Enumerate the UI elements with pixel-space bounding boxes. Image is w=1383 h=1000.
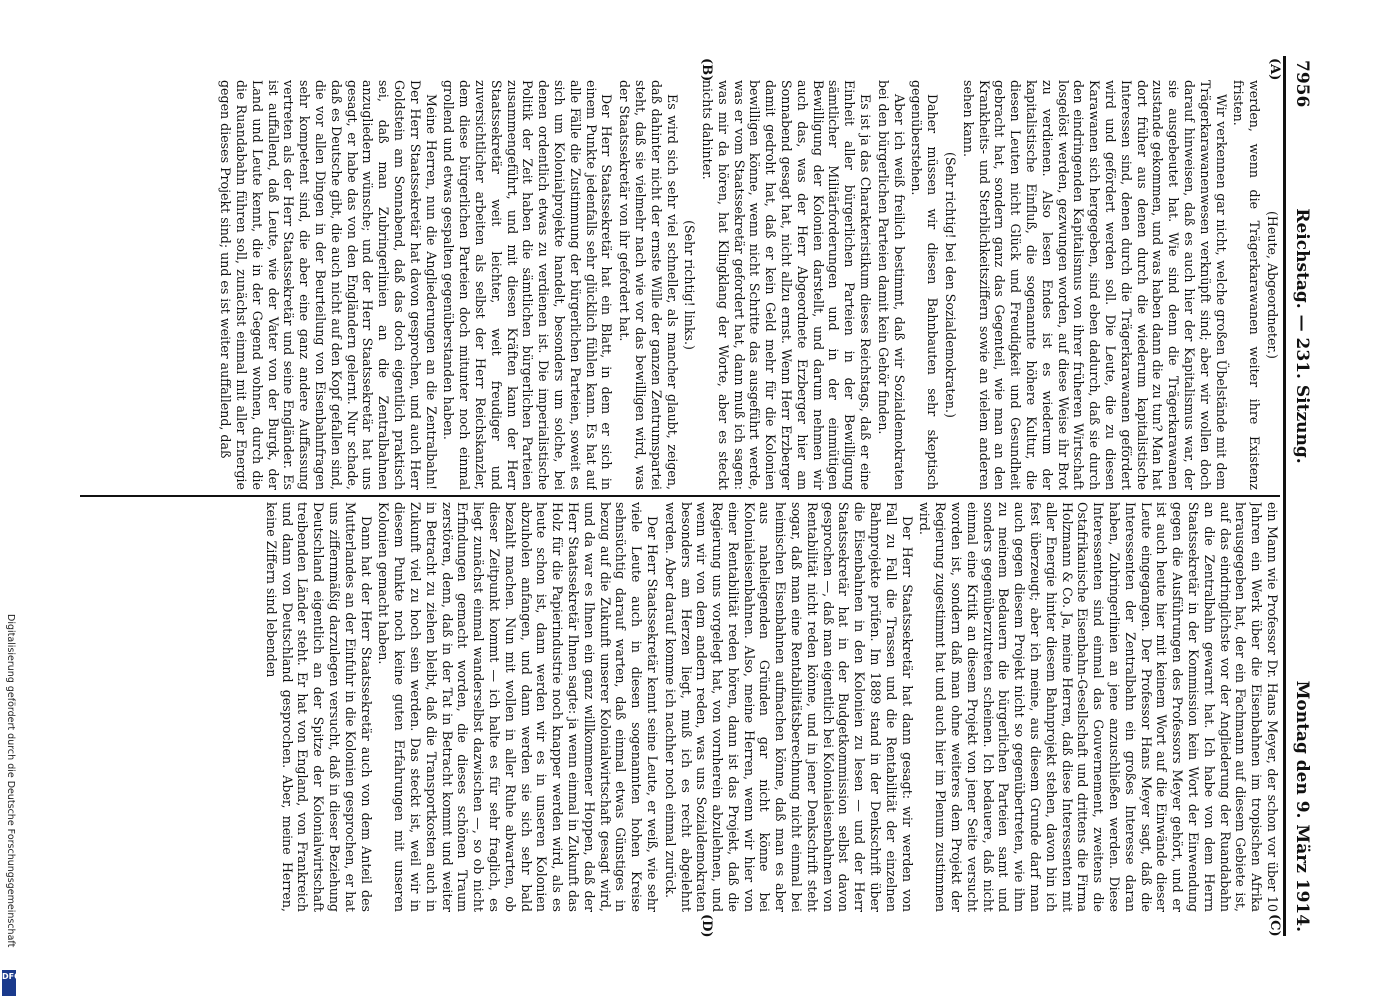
paragraph: (Heute, Abgeordneter.) <box>1265 211 1280 359</box>
margin-marker-a: (A) <box>1267 58 1282 81</box>
paragraph: Der Herr Staatssekretär kennt seine Leute, er weiß, wie sehr viele Leute auch in diesen sogenannten hohen Kreise sehnsüchtig darauf warten, daß einmal etwas Günstiges in bezug auf die Zukunft unserer Kolonialwirtschaft gesagt wird, und da war es Ihnen ein ganz willkommener Hoppen, daß der Herr Staatssekretär Ihnen sagte: ja wenn einmal in Zukunft das Holz für die Papierindustrie noch knapper werden wird, als es heute schon ist, dann werden wir es in unseren Kolonien abzuholen anfangen, und dann werden sie sich sehr bald bezahlt machen. Nun mit wollen in aller Ruhe abwarten, ob dieser Zeitpunkt kommt — ich halte es für sehr fraglich, es liegt zunächst einmal wanderselbst dazwischen —, so ob nicht Erfindungen gemacht worden, die dieses schönen Traum zerstören, denn, daß in der Tat in Betracht kommt und weiter in Betracht zu ziehen bleibt, daß die Transportkosten auch in Zukunft viel zu hoch sein werden. Das steckt ist, weil wir in diesem Punkte noch keine guten Erfahrungen mit unseren Kolonien gemacht haben. <box>376 502 660 912</box>
scanned-page <box>66 56 1316 936</box>
page-header <box>1283 56 1316 936</box>
session-date: Montag den 9. März 1914. <box>1292 680 1312 932</box>
left-text-column <box>80 80 1280 490</box>
paragraph: Aber ich weiß freilich bestimmt, daß wir Sozialdemokraten bei den bürgerlichen Parteien damit kein Gehör finden. <box>875 80 907 490</box>
paragraph: (Sehr richtig! links.) <box>682 220 698 350</box>
right-text-column <box>80 502 1280 912</box>
paragraph: werden, wenn die Trägerkarawanen weiter ihre Existenz fristen. <box>1231 80 1263 490</box>
page-number: 7956 <box>1292 60 1312 108</box>
dfg-logo: DFG <box>2 970 16 996</box>
paragraph: Dann hat der Herr Staatssekretär auch von dem Anteil des Mutterlandes an der Einfuhr in die Kolonien gesprochen, er hat uns ziffernmäßig darzulegen versucht, daß in dieser Beziehung Deutschland eigentlich an der Spitze der Kolonialwirtschaft treibenden Länder steht. Er hat von England, von Frankreich und dann von Deutschland gesprochen. Aber, meine Herren, keine Ziffern sind lebenden <box>263 502 374 912</box>
credit-text: Digitalisierung gefördert durch die Deutsche Forschungsgemeinschaft <box>5 614 16 948</box>
paragraph: Der Herr Staatssekretär hat dann gesagt: wir werden von Fall zu Fall die Trassen und die Rentabilität der einzelnen Bahnprojekte prüfen. Im 1889 stand in der Denkschrift über die Eisenbahnen in den Kolonien zu lesen — und der Herr Staatssekretär hat in der Budgetkommission selbst davon gesprochen —, daß man eigentlich bei Kolonialeisenbahnen von Rentabilität nicht reden könne, und in jener Denkschrift steht sogar, daß man eine Rentabilitätsberechnung nicht einmal bei heimischen Eisenbahnen aufmachen könne, daß man es aber aus naheliegenden Gründen gar nicht könne bei Kolonialeisenbahnen. Also, meine Herren, wenn wir hier von einer Rentabilität reden hören, dann ist das Projekt, daß die Regierung uns vorgelegt hat, von vornherein abzulehnen, und wenn wir von dem andern reden, was uns Sozialdemokraten besonders am Herzen liegt, muß ich es recht abgelehnt werden. Aber darauf komme ich nachher noch einmal zurück. <box>662 502 915 912</box>
paragraph: Daher müssen wir diesen Bahnbauten sehr skeptisch gegenüberstehen. <box>909 80 941 490</box>
paragraph: Es wird sich sehr viel schneller, als mancher glaubt, zeigen, daß dahinter nicht der ernste Wille der ganzen Zentrumspartei steht, daß sie vielmehr nach wie vor das bewilligen wird, was der Staatssekretär von ihr gefordert hat. <box>617 80 680 490</box>
digitization-credit <box>0 606 21 1000</box>
margin-marker-d: (D) <box>699 914 714 938</box>
paragraph: (Sehr richtig! bei den Sozialdemokraten.) <box>943 152 959 418</box>
margin-marker-b: (B) <box>699 58 714 82</box>
paragraph: Der Herr Staatssekretär hat ein Blatt, in dem er sich in einem Punkte jedenfalls sehr glücklich fühlen kann. Es hat auf alle Fälle die Zustimmung der bürgerlichen Parteien, soweit es sich um Kolonialprojekte handelt, besonders um solche, bei denen ordentlich etwas zu verdienen ist. Die imperialistische Politik der Zeit haben die sämtlichen bürgerlichen Parteien zusammengeführt, und mit diesen Kräften kann der Herr Staatssekretär weit leichter, weit freudiger und zuversichtlicher arbeiten als selbst der Herr Reichskanzler, dem diese bürgerlichen Parteien doch mitunter noch einmal grollend und etwas gespalten gegenüberstanden haben. <box>441 80 615 490</box>
paragraph: Es ist ja das Charakteristikum dieses Reichstags, daß er eine Einheit aller bürgerlichen Parteien in der Bewilligung sämtlicher Militärforderungen und in der einmütigen Bewilligung der Kolonien darstellt, und darum nehmen wir auch das, was der Herr Abgeordnete Erzberger hier am Sonnabend gesagt hat, nicht allzu ernst. Wenn Herr Erzberger damit gedroht hat, daß er kein Geld mehr für die Kolonien bewilligen könne, wenn nicht Schritte das ausgeführt werde, was er vom Staatssekretär gefordert hat, dann muß ich sagen: was mir da hören, hat Klingklang der Worte, aber es steckt nichts dahinter. <box>700 80 874 490</box>
column-divider <box>80 495 1280 497</box>
paragraph: Meine Herren, nun die Angliederungen an die Zentralbahn! Der Herr Staatssekretär hat davon gesprochen, und auch Herr Goldstein am Sonnabend, daß das doch eigentlich praktisch sei, daß man Zubringerlinien an die Zentralbahnen anzugliedern wünsche; und der Herr Staatssekretär hat uns gesagt, er habe das von den Engländern gelernt. Nur schade, daß es Deutsche gibt, die auch nicht auf den Kopf gefallen sind, die vor allen Dingen in der Beurteilung von Eisenbahnfragen sehr kompetent sind, die aber eine ganz andere Auffassung vertreten als der Herr Staatssekretär und seine Engländer. Es ist auffallend, daß Leute, wie der Vater von der Burgk, der Land und Leute kennt, die in der Gegend wohnen, durch die die Ruandabahn führen soll, zunächst einmal mit aller Energie gegen dieses Projekt sind; und es ist weiter auffallend, daß <box>218 80 439 490</box>
session-title: Reichstag. — 231. Sitzung. <box>1292 208 1312 464</box>
paragraph: ein Mann wie Professor Dr. Hans Meyer, der schon vor über 10 Jahren ein Werk über die Eisenbahnen im tropischen Afrika herausgegeben hat, der ein Fachmann auf diesem Gebiete ist, auf das eindringlichste vor der Angliederung der Ruandabahn an die Zentralbahn gewarnt hat. Ich habe von dem Herrn Staatssekretär in der Kommission kein Wort der Einwendung gegen die Ausführungen des Professors Meyer gehört, und er ist auch heute hier mit keinem Wort auf die Einwände dieser Leute eingegangen. Der Professor Hans Meyer sagt, daß die Interessenten der Zentralbahn ein großes Interesse daran haben, Zubringerlinien an jene anzuschließen werden. Diese Interessenten sind einmal das Gouvernement, zweitens die Ostafrikanische Eisenbahn-Gesellschaft und drittens die Firma Holzmann & Co. Ja, meine Herren, daß diese Interessenten mit aller Energie hinter diesem Bahnprojekt stehen, davon bin ich fest überzeugt; aber ich meine, aus diesem Grunde darf man auch gegen diesem Projekt nicht so gegenübertreten, wie ihm zu meinem Bedauern die bürgerlichen Parteien samt und sonders gegenüberzutreten scheinen. Ich bedauere, daß nicht einmal eine Kritik an diesem Projekt von jener Seite versucht worden ist, sondern daß man ohne weiteres dem Projekt der Regierung zugestimmt hat und auch hier im Plenum zustimmen wird. <box>917 502 1280 912</box>
margin-marker-c: (C) <box>1267 914 1282 937</box>
paragraph: Wir verkennen gar nicht, welche großen Übelstände mit dem Trägerkarawanenwesen verknüpft sind; aber wir wollen doch darauf hinweisen, daß es auch hier der Kapitalismus war, der sie ausgebeutet hat. Wie sind denn die Trägerkarawanen zustande gekommen, und was haben dann die zu tun? Man hat dort früher aus denen durch die wiederum kapitalistische Interessen sind, denen durch die Trägerkarawanen gefördert wird und gefördert werden soll. Die Leute, die zu diesen Karawanen sich hergegeben, sind eben dadurch, daß sie durch den eindringenden Kapitalismus von ihrer früheren Wirtschaft losgelöst werden, gezwungen worden, auf diese Weise ihr Brot zu verdienen. Also lesen Endes ist es wiederum der kapitalistische Einfluß, die sogenannte höhere Kultur, die diesen Leuten nicht Glück und Freudigkeit und Gesundheit gebracht hat, sondern ganz das Gegenteil, wie man an den Krankheits- und Sterblichkeitsziffern sowie an vielem anderen sehen kann. <box>960 80 1229 490</box>
